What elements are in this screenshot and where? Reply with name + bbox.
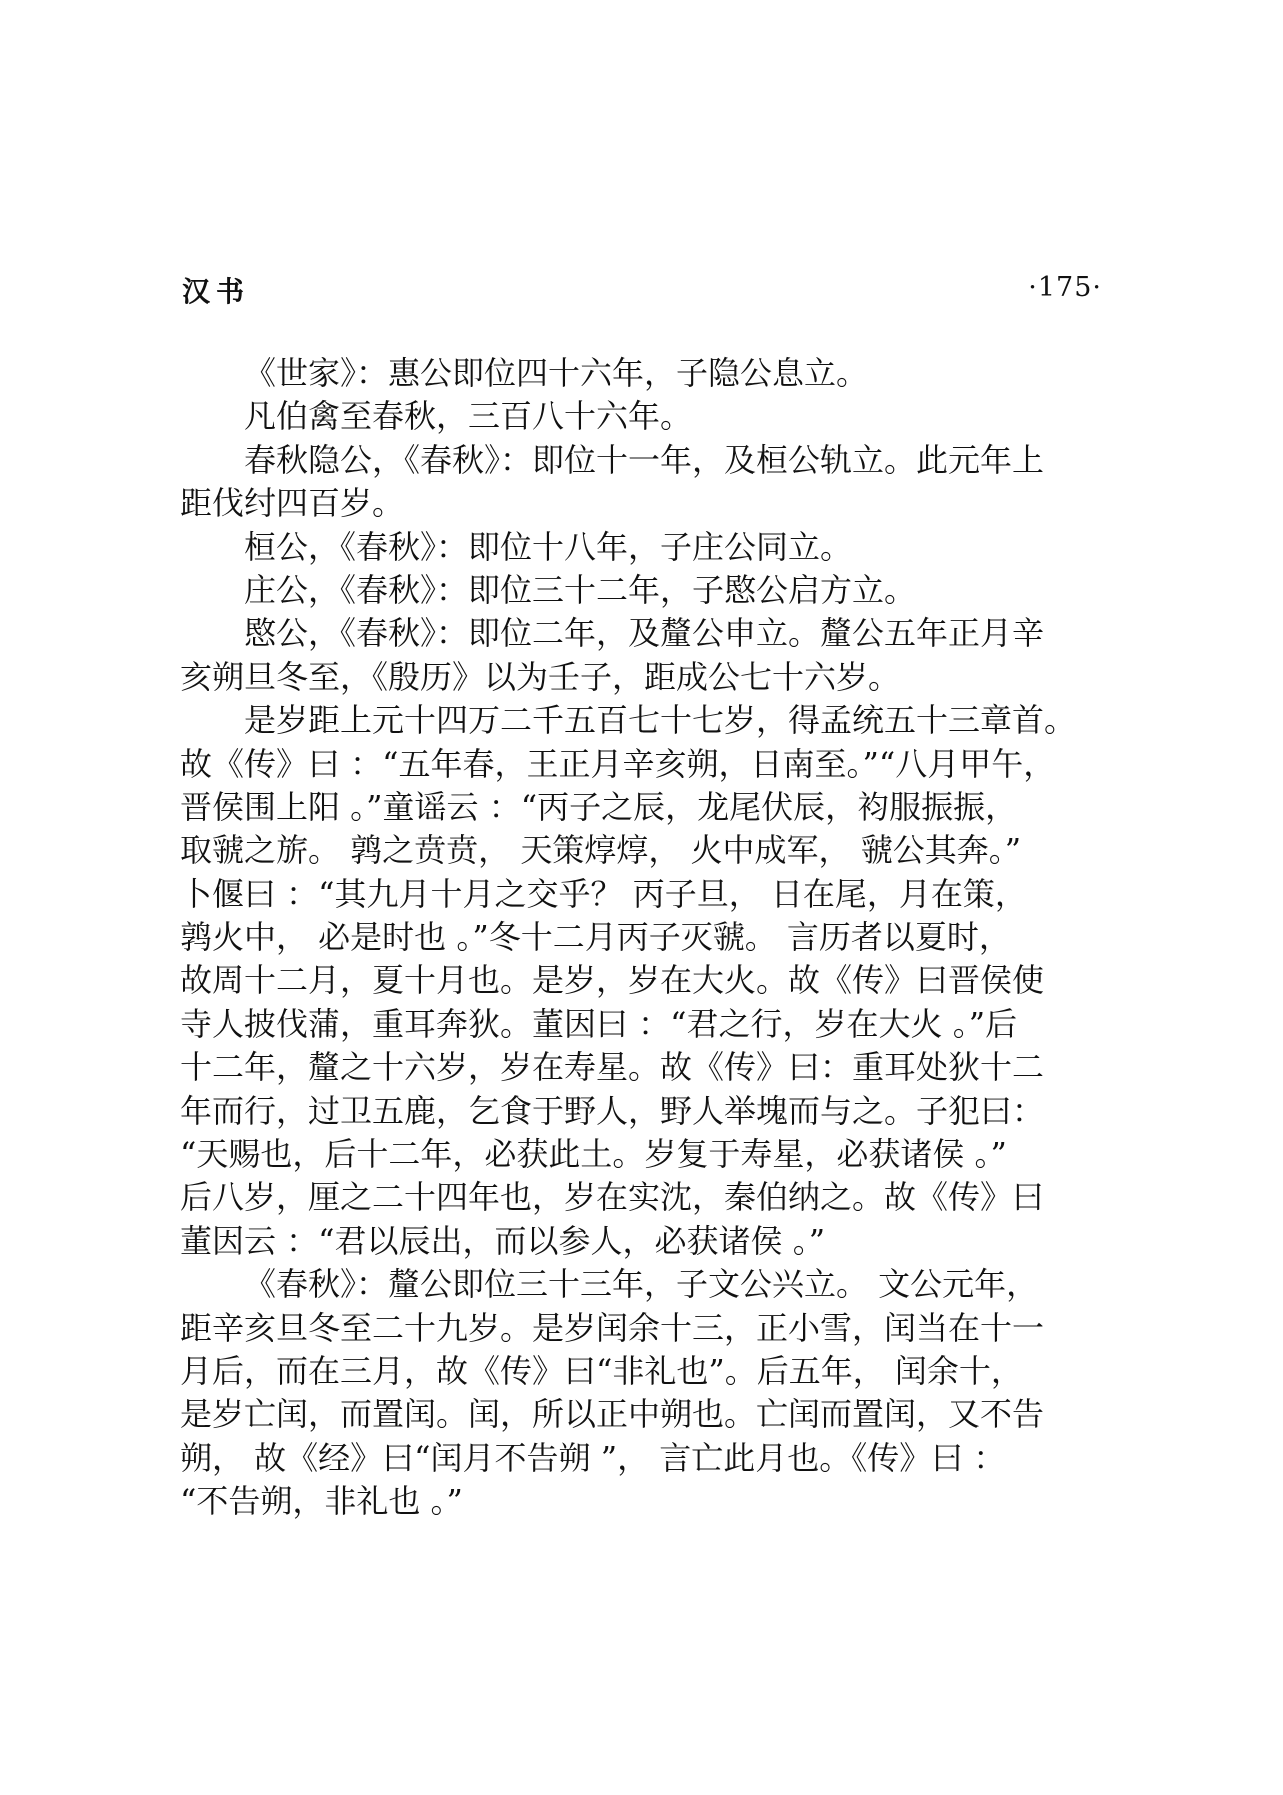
text-line: 亥朔旦冬至，《殷历》以为壬子，距成公七十六岁。 [180,657,901,696]
text-line: 鹑火中， 必是时也 。”冬十二月丙子灭虢。 言历者以夏时， [180,918,1011,957]
text-line: 故《传》曰 ：“五年春，王正月辛亥朔，日南至。”“八月甲午， [180,744,1056,783]
page-header [182,270,1102,310]
text-line: 是岁距上元十四万二千五百七十七岁，得孟统五十三章首。 [244,701,1077,740]
text-line: “天赐也，后十二年，必获此土。岁复于寿星，必获诸侯 。” [180,1135,1007,1174]
text-line: 庄公，《春秋》：即位三十二年，子愍公启方立。 [244,570,917,609]
text-line: 距辛亥旦冬至二十九岁。是岁闰余十三，正小雪，闰当在十一 [180,1308,1045,1347]
text-line: 故周十二月，夏十月也。是岁，岁在大火。故《传》曰晋侯使 [180,961,1045,1000]
text-line: 后八岁，厘之二十四年也，岁在实沈，秦伯纳之。故《传》曰 [180,1178,1045,1217]
text-line: 董因云 ：“君以辰出，而以参人，必获诸侯 。” [180,1221,826,1260]
text-line: 卜偃曰 ：“其九月十月之交乎？ 丙子旦， 日在尾，月在策， [180,874,1027,913]
text-line: 距伐纣四百岁。 [180,484,405,523]
text-line: 年而行，过卫五鹿，乞食于野人，野人举塊而与之。子犯曰： [180,1091,1045,1130]
text-line: 桓公，《春秋》：即位十八年，子庄公同立。 [244,527,853,566]
text-line: 春秋隐公，《春秋》：即位十一年，及桓公轨立。此元年上 [244,440,1045,479]
text-line: 愍公，《春秋》：即位二年，及釐公申立。釐公五年正月辛 [244,614,1045,653]
text-line: 是岁亡闰，而置闰。闰，所以正中朔也。亡闰而置闰，又不告 [180,1395,1045,1434]
text-line: 《世家》：惠公即位四十六年，子隐公息立。 [244,354,869,392]
book-title: 汉书 [182,275,251,308]
text-line: “不告朔，非礼也 。” [180,1482,463,1521]
body-text [180,352,1080,1524]
text-line: 取虢之旂。 鹑之贲贲， 天策焞焞， 火中成军， 虢公其奔。” [180,831,1022,870]
text-line: 十二年，釐之十六岁，岁在寿星。故《传》曰：重耳处狄十二 [180,1048,1045,1087]
text-line: 寺人披伐蒲，重耳奔狄。董因曰 ：“君之行，岁在大火 。”后 [180,1004,1018,1043]
text-line: 《春秋》：釐公即位三十三年，子文公兴立。 文公元年， [244,1265,1039,1304]
text-line: 晋侯围上阳 。”童谣云 ：“丙子之辰，龙尾伏辰，袀服振振， [180,787,1018,826]
page-number: ·175· [1028,272,1102,303]
text-line: 朔， 故《经》曰“闰月不告朔 ”， 言亡此月也。《传》曰 ： [180,1438,1006,1477]
text-line: 凡伯禽至春秋，三百八十六年。 [244,397,693,436]
text-line: 月后，而在三月，故《传》曰“非礼也”。后五年， 闰余十， [180,1351,1023,1390]
